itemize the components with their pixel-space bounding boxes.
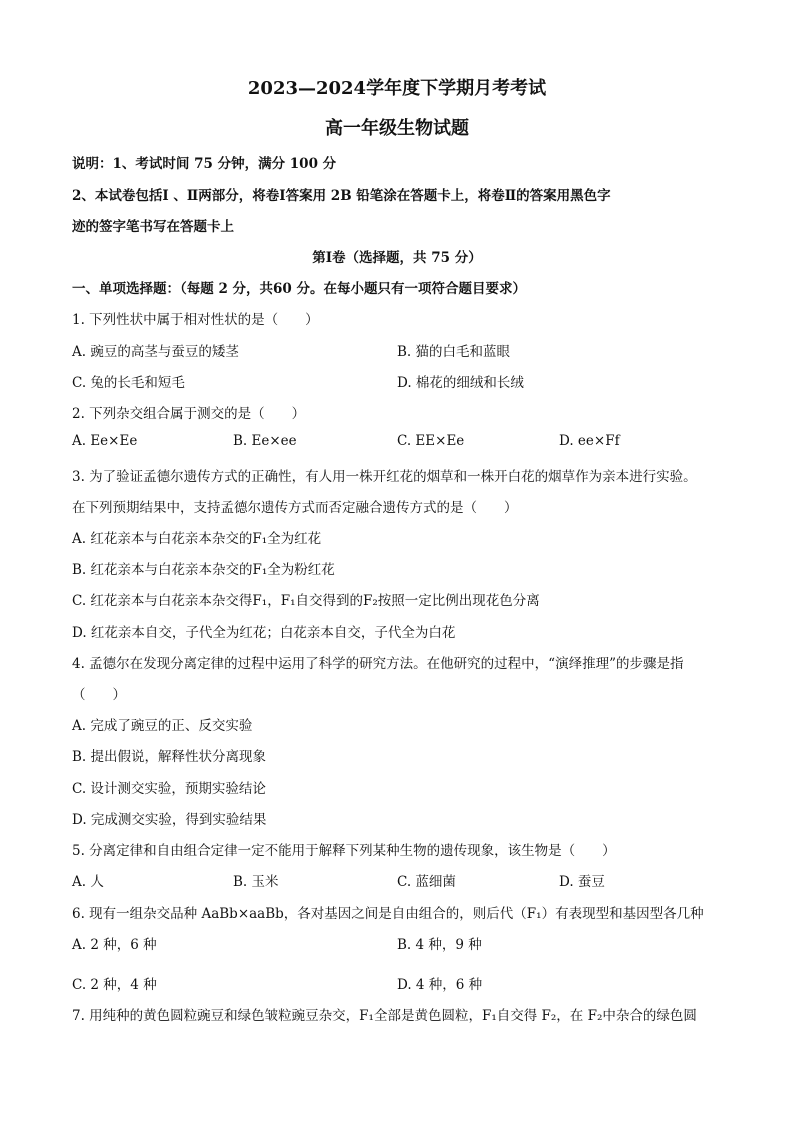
question-2-option-b: B. Ee×ee: [233, 433, 297, 449]
note-line-3: 迹的签字笔书写在答题卡上: [72, 219, 234, 235]
question-7-stem: 7. 用纯种的黄色圆粒豌豆和绿色皱粒豌豆杂交，F₁全部是黄色圆粒，F₁自交得 F₂，在 F₂中杂合的绿色圆: [72, 1008, 697, 1024]
question-3-option-d: D. 红花亲本自交，子代全为红花；白花亲本自交，子代全为白花: [72, 625, 456, 641]
exam-title: 2023—2024学年度下学期月考考试: [247, 78, 547, 99]
question-1-option-d: D. 棉花的细绒和长绒: [397, 375, 524, 391]
question-5-option-a: A. 人: [72, 874, 104, 890]
question-5-option-c: C. 蓝细菌: [397, 874, 456, 890]
question-1-option-c: C. 兔的长毛和短毛: [72, 375, 185, 391]
question-4-option-a: A. 完成了豌豆的正、反交实验: [72, 718, 253, 734]
question-5-option-b: B. 玉米: [233, 874, 279, 890]
question-1-option-b: B. 猫的白毛和蓝眼: [397, 344, 511, 360]
question-4-stem-line-1: 4. 孟德尔在发现分离定律的过程中运用了科学的研究方法。在他研究的过程中，“演绎推理”的步骤是指: [72, 656, 684, 672]
question-4-option-b: B. 提出假说，解释性状分离现象: [72, 749, 267, 765]
question-4-stem-line-2: （ ）: [72, 687, 126, 703]
question-6-option-c: C. 2 种，4 种: [72, 977, 157, 993]
section-heading: 一、单项选择题：（每题 2 分，共60 分。在每小题只有一项符合题目要求）: [72, 281, 527, 297]
question-3-stem-line-1: 3. 为了验证孟德尔遗传方式的正确性，有人用一株开红花的烟草和一株开白花的烟草作为亲本进行实验。: [72, 469, 697, 485]
note-line-1: 说明：1、考试时间 75 分钟，满分 100 分: [72, 156, 337, 172]
question-2-option-a: A. Ee×Ee: [72, 433, 138, 449]
question-6-option-d: D. 4 种，6 种: [397, 977, 483, 993]
question-1-option-a: A. 豌豆的高茎与蚕豆的矮茎: [72, 344, 239, 360]
question-5-option-d: D. 蚕豆: [559, 874, 605, 890]
part-title: 第Ⅰ卷（选择题，共 75 分）: [312, 250, 482, 266]
question-2-stem: 2. 下列杂交组合属于测交的是（ ）: [72, 406, 306, 422]
question-3-option-b: B. 红花亲本与白花亲本杂交的F₁全为粉红花: [72, 562, 335, 578]
question-6-option-a: A. 2 种，6 种: [72, 937, 157, 953]
question-6-stem: 6. 现有一组杂交品种 AaBb×aaBb，各对基因之间是自由组合的，则后代（F₁）有表现型和基因型各几种: [72, 906, 704, 922]
question-3-option-c: C. 红花亲本与白花亲本杂交得F₁，F₁自交得到的F₂按照一定比例出现花色分离: [72, 593, 540, 609]
question-4-option-d: D. 完成测交实验，得到实验结果: [72, 812, 267, 828]
exam-subtitle: 高一年级生物试题: [325, 118, 469, 139]
note-line-2: 2、本试卷包括Ⅰ 、Ⅱ两部分，将卷Ⅰ答案用 2B 铅笔涂在答题卡上，将卷Ⅱ的答案用黑色字: [72, 188, 611, 204]
question-1-stem: 1. 下列性状中属于相对性状的是（ ）: [72, 312, 319, 328]
question-3-stem-line-2: 在下列预期结果中，支持孟德尔遗传方式而否定融合遗传方式的是（ ）: [72, 500, 518, 516]
question-5-stem: 5. 分离定律和自由组合定律一定不能用于解释下列某种生物的遗传现象，该生物是（ ）: [72, 843, 616, 859]
question-3-option-a: A. 红花亲本与白花亲本杂交的F₁全为红花: [72, 531, 322, 547]
question-4-option-c: C. 设计测交实验，预期实验结论: [72, 781, 266, 797]
question-6-option-b: B. 4 种，9 种: [397, 937, 482, 953]
question-2-option-c: C. EE×Ee: [397, 433, 465, 449]
question-2-option-d: D. ee×Ff: [559, 433, 620, 449]
